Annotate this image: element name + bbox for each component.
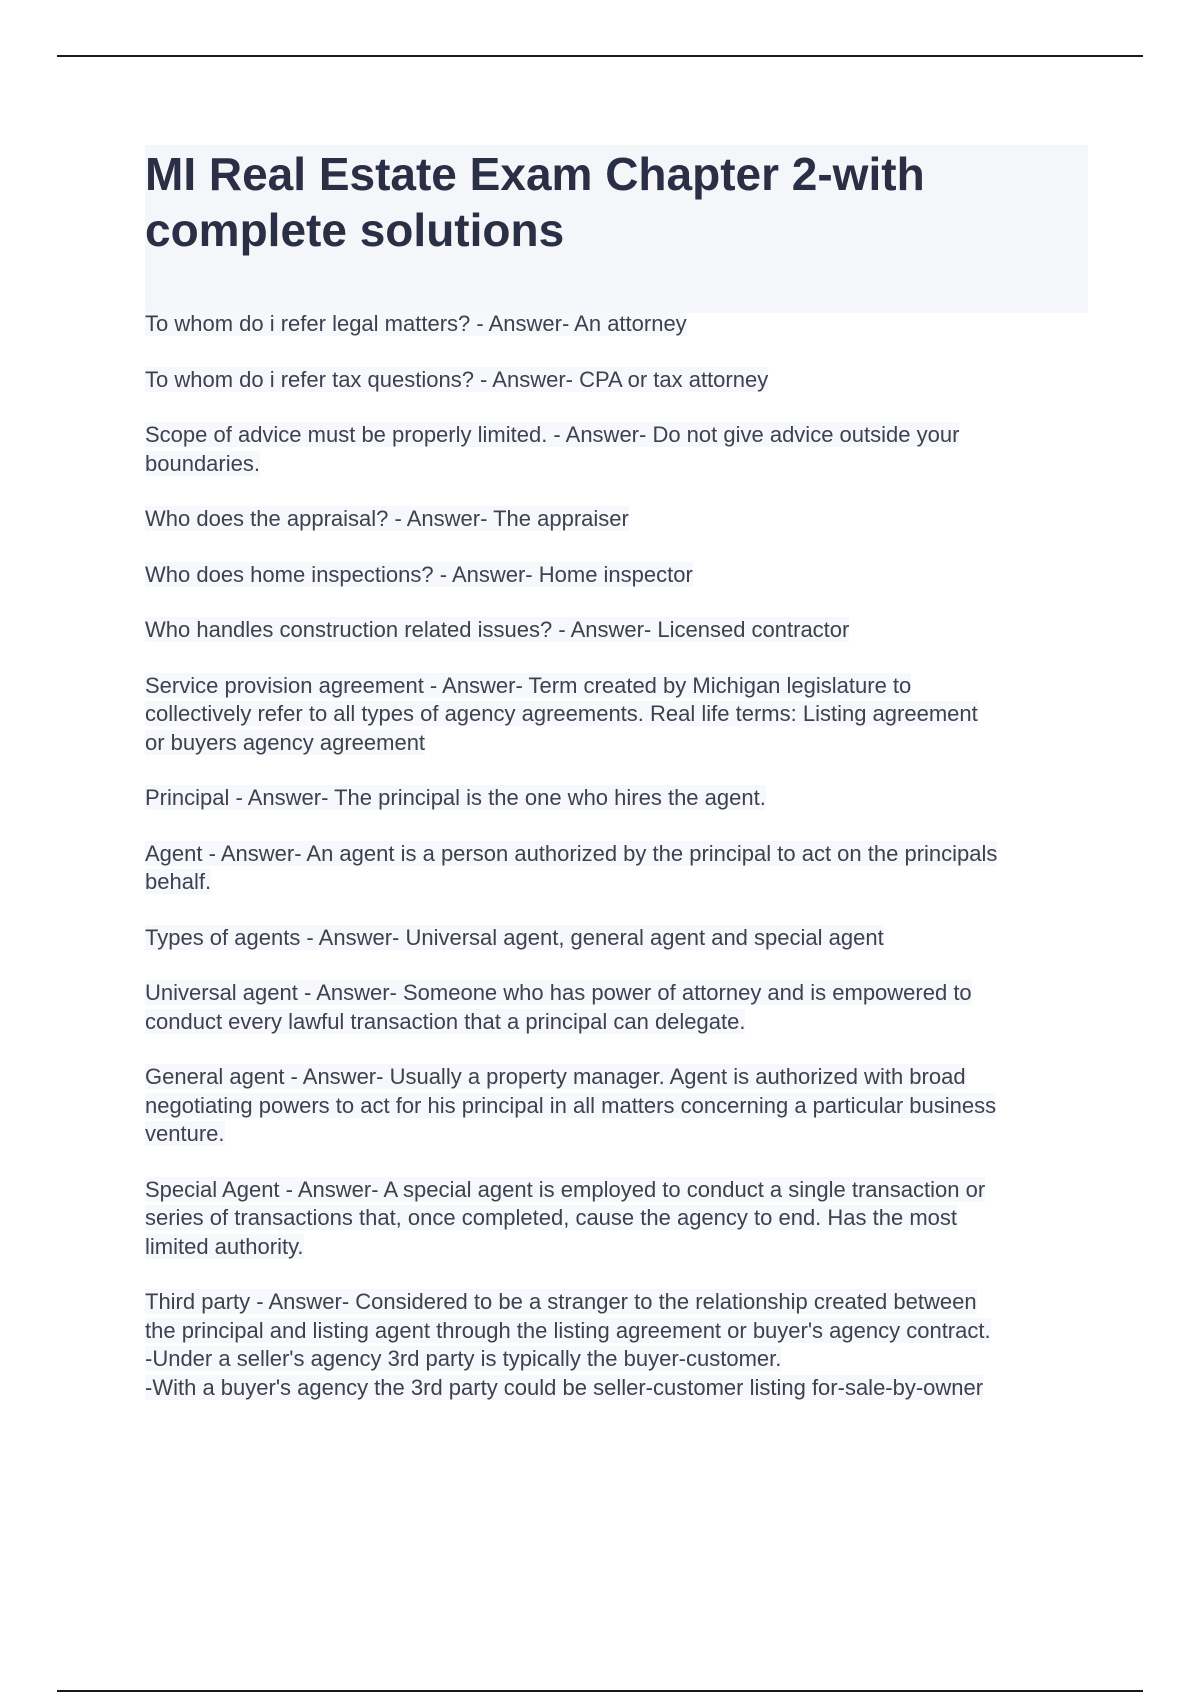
qa-entry: [145, 1063, 1095, 1149]
qa-text: Who does home inspections? - Answer- Home inspector: [145, 561, 693, 587]
qa-entry: [145, 310, 1095, 339]
qa-entry: [145, 924, 1095, 953]
qa-entry: [145, 366, 1095, 395]
qa-entry: [145, 979, 1095, 1036]
footer-rule: [57, 1690, 1143, 1692]
qa-list: [145, 310, 1095, 1429]
qa-entry: [145, 1288, 1095, 1402]
qa-text: Service provision agreement - Answer- Term created by Michigan legislature to collectively refer to all types of agency agreements. Real life terms: Listing agreement or buyers agency agreement: [145, 672, 978, 755]
qa-text: To whom do i refer tax questions? - Answer- CPA or tax attorney: [145, 366, 769, 392]
header-rule: [57, 55, 1143, 57]
qa-text: Special Agent - Answer- A special agent is employed to conduct a single transaction or series of transactions that, once completed, cause the agency to end. Has the most limited authority.: [145, 1176, 986, 1259]
qa-entry: [145, 1176, 1095, 1262]
qa-text: Scope of advice must be properly limited. - Answer- Do not give advice outside your boundaries.: [145, 422, 960, 476]
qa-entry: [145, 421, 1095, 478]
qa-text: Third party - Answer- Considered to be a stranger to the relationship created between the principal and listing agent through the listing agreement or buyer's agency contract. -Under a seller's agency 3rd party is typically the buyer-customer. -With a buyer's agency the 3rd party could be seller-customer listing for-sale-by-owner: [145, 1289, 991, 1400]
qa-text: General agent - Answer- Usually a property manager. Agent is authorized with broad negotiating powers to act for his principal in all matters concerning a particular business venture.: [145, 1064, 997, 1146]
qa-entry: [145, 784, 1095, 813]
qa-entry: [145, 616, 1095, 645]
qa-text: Who does the appraisal? - Answer- The appraiser: [145, 506, 629, 531]
qa-entry: [145, 840, 1095, 897]
qa-text: Agent - Answer- An agent is a person authorized by the principal to act on the principals behalf.: [145, 840, 998, 894]
qa-text: Principal - Answer- The principal is the one who hires the agent.: [145, 785, 766, 810]
qa-entry: [145, 561, 1095, 590]
qa-entry: [145, 672, 1095, 758]
page-title: MI Real Estate Exam Chapter 2-with complete solutions: [145, 148, 925, 256]
qa-entry: [145, 505, 1095, 534]
qa-text: To whom do i refer legal matters? - Answer- An attorney: [145, 311, 687, 336]
qa-text: Universal agent - Answer- Someone who has power of attorney and is empowered to conduct every lawful transaction that a principal can delegate.: [145, 980, 972, 1034]
qa-text: Who handles construction related issues? - Answer- Licensed contractor: [145, 617, 850, 642]
qa-text: Types of agents - Answer- Universal agent, general agent and special agent: [145, 924, 884, 950]
